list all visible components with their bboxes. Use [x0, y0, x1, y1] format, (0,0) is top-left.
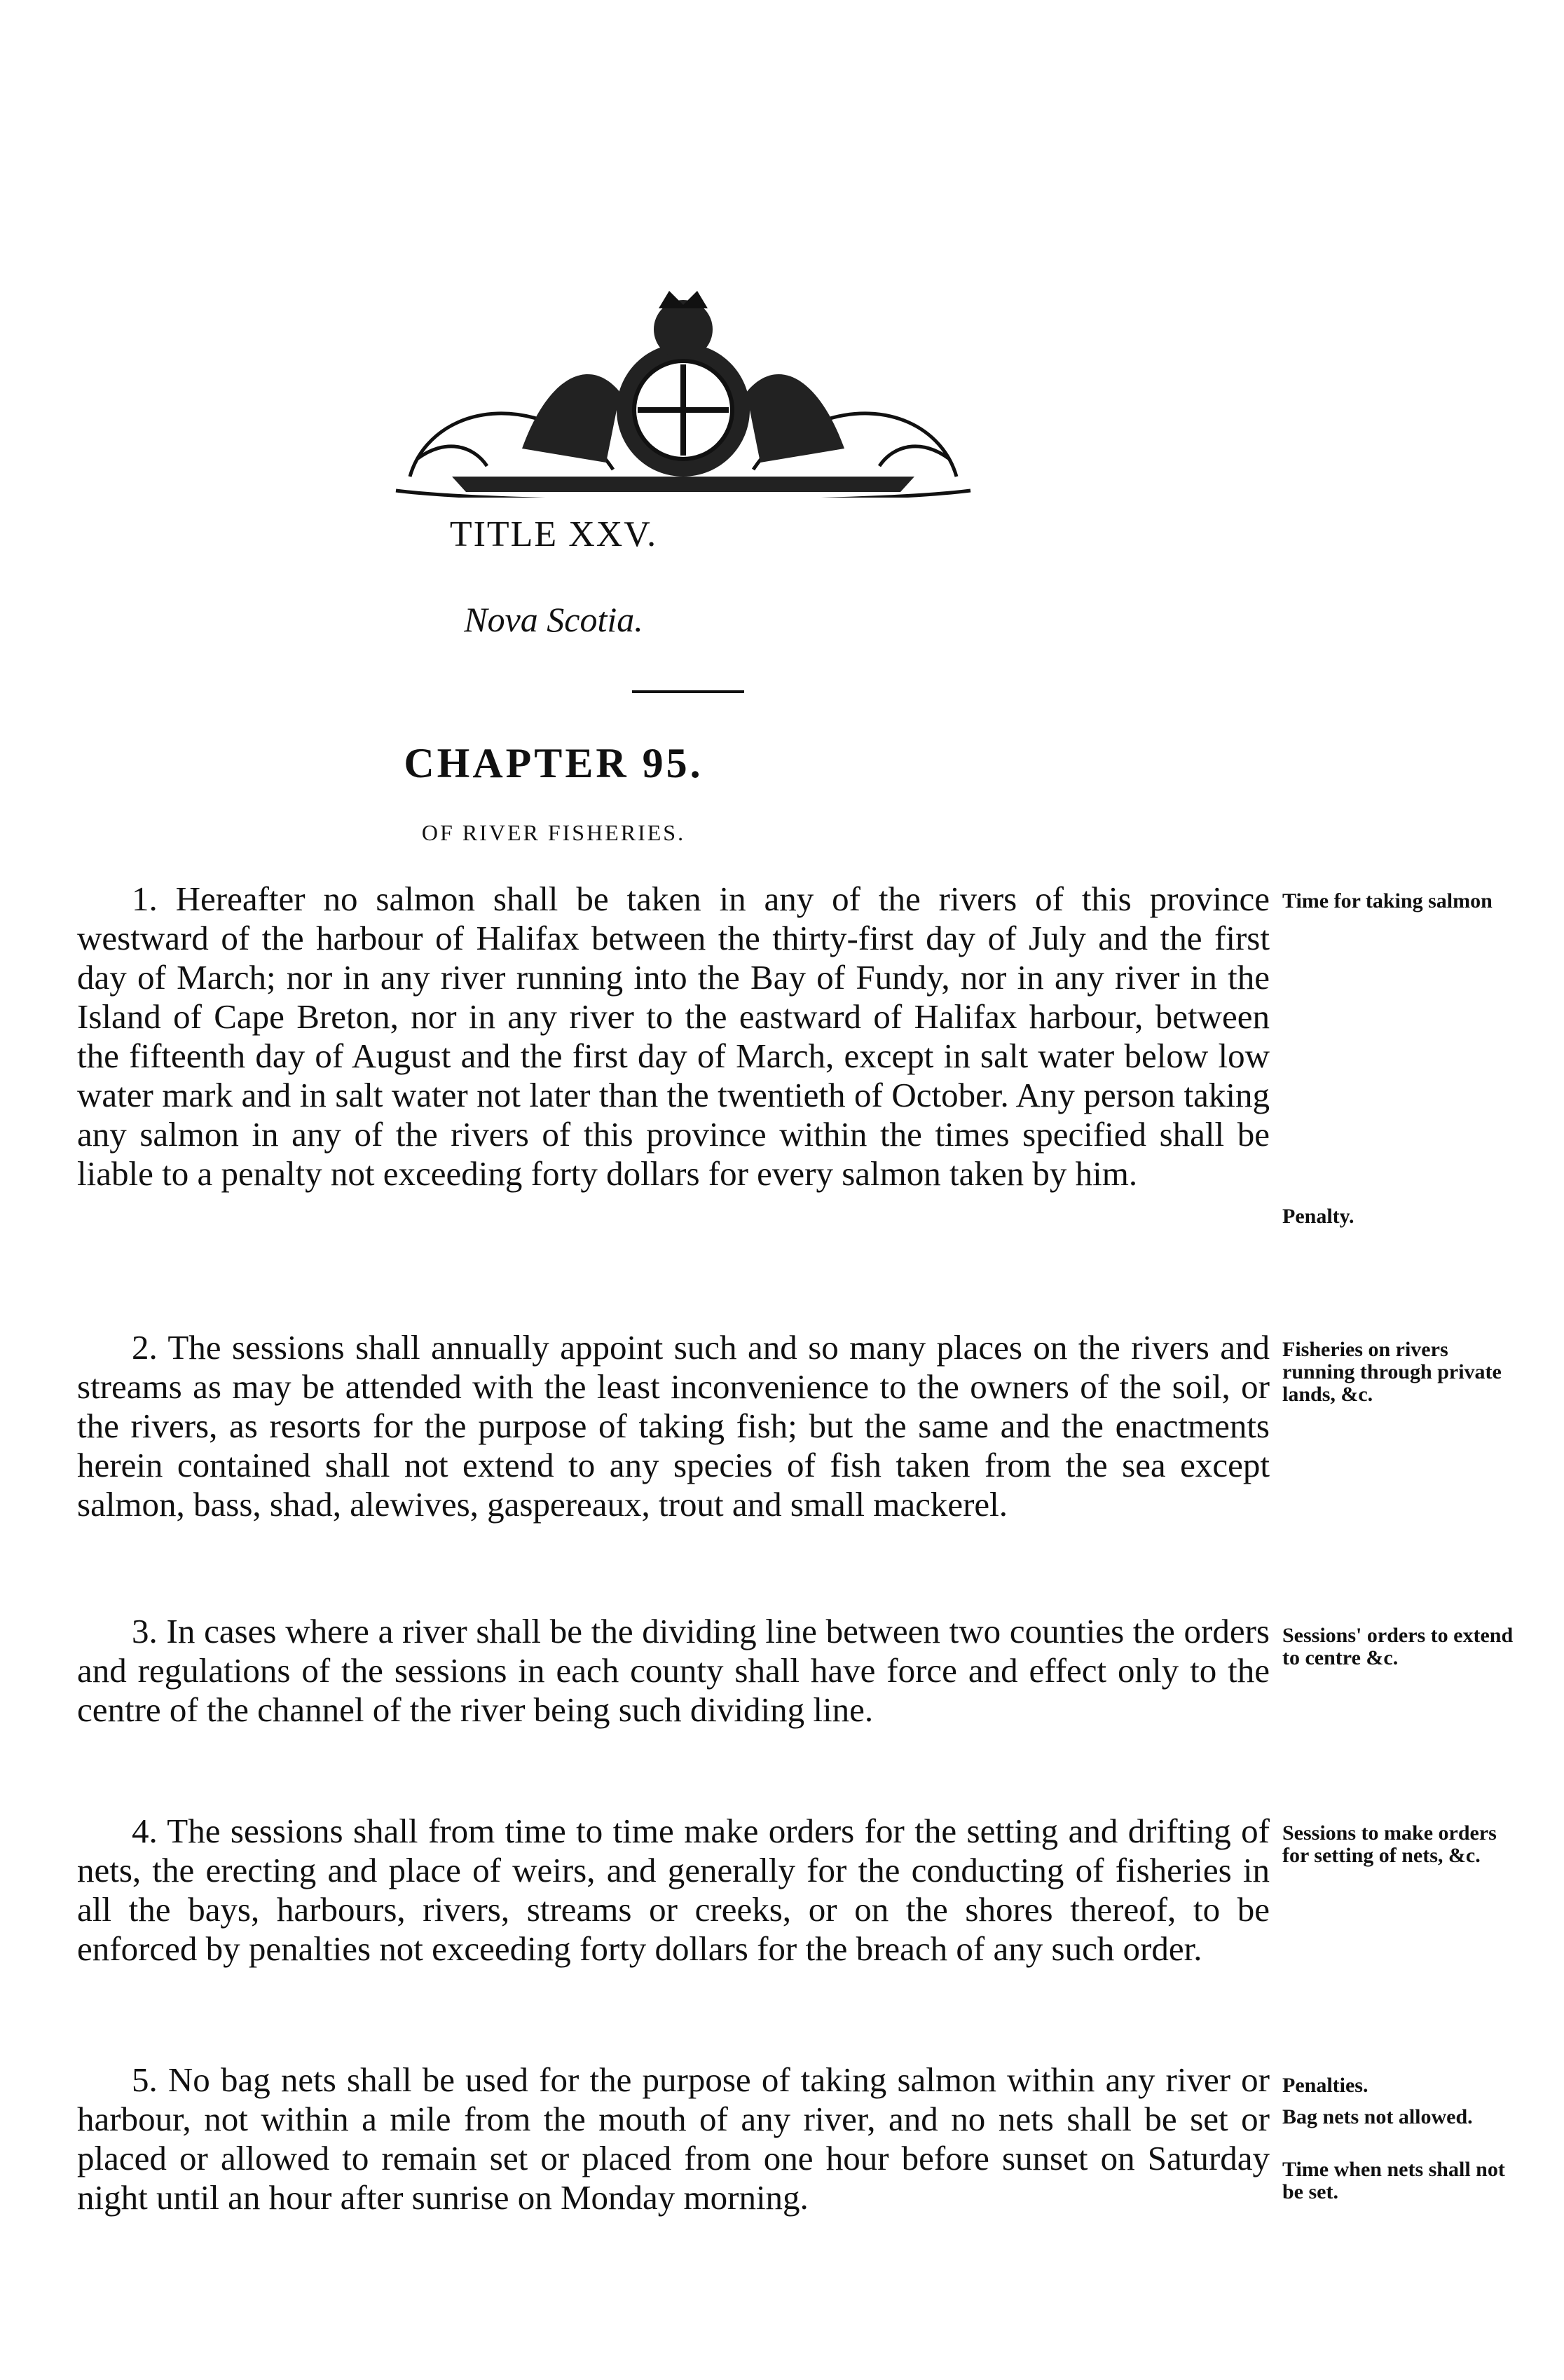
margin-note-sessions-orders: Sessions' orders to extend to centre &c. — [1282, 1624, 1514, 1669]
margin-note-time-for-taking-salmon: Time for taking salmon — [1282, 889, 1493, 912]
section-3 — [77, 1612, 1270, 1730]
chapter-subheading: OF RIVER FISHERIES. — [421, 820, 686, 845]
section-text: 4. The sessions shall from time to time make orders for the setting and drifting of nets, the erecting and place of weirs, and generally for the conducting of fisheries in all the bays, harbours, rivers, streams or creeks, or on the shores thereof, to be enforced by penalties not exceeding forty dollars for the breach of any such order. — [77, 1812, 1270, 1968]
royal-coat-of-arms-icon — [368, 287, 999, 498]
margin-note-fisheries-private-lands: Fisheries on rivers running through private lands, &c. — [1282, 1338, 1502, 1406]
chapter-heading: CHAPTER 95. — [404, 740, 704, 786]
title-number: TITLE XXV. — [449, 514, 658, 554]
section-1 — [77, 880, 1270, 1194]
section-2 — [77, 1328, 1270, 1524]
section-text: 2. The sessions shall annually appoint such and so many places on the rivers and streams as may be attended with the least inconvenience to the owners of the soil, or the rivers, as resorts for the purpose of taking fish; but the same and the enactments herein contained shall not extend to any species of fish taken from the sea except salmon, bass, shad, alewives, gaspereaux, trout and small mackerel. — [77, 1328, 1270, 1524]
divider-rule — [632, 690, 744, 693]
section-text: 5. No bag nets shall be used for the purpose of taking salmon within any river or harbour, not within a mile from the mouth of any river, and no nets shall be set or placed or allowed to remain set or placed from one hour before sunset on Saturday night until an hour after sunrise on Monday morning. — [77, 2060, 1270, 2217]
section-5 — [77, 2060, 1270, 2217]
margin-note-bag-nets: Bag nets not allowed. — [1282, 2105, 1473, 2128]
margin-note-setting-of-nets: Sessions to make orders for setting of nets, &c. — [1282, 1821, 1497, 1867]
title-subtitle: Nova Scotia. — [464, 600, 643, 639]
margin-note-penalties: Penalties. — [1282, 2074, 1368, 2097]
section-text: 3. In cases where a river shall be the dividing line between two counties the orders and regulations of the sessions in each county shall have force and effect only to the centre of the channel of the river being such dividing line. — [77, 1612, 1270, 1729]
section-4 — [77, 1812, 1270, 1969]
margin-note-penalty: Penalty. — [1282, 1205, 1354, 1228]
margin-note-time-when-nets: Time when nets shall not be set. — [1282, 2158, 1505, 2203]
section-text: 1. Hereafter no salmon shall be taken in any of the rivers of this province westward of the harbour of Halifax between the thirty-first day of July and the first day of March; nor in any river running into the Bay of Fundy, nor in any river in the Island of Cape Breton, nor in any river to the eastward of Halifax harbour, between the fifteenth day of August and the first day of March, except in salt water below low water mark and in salt water not later than the twentieth of October. Any person taking any salmon in any of the rivers of this province within the times specified shall be liable to a penalty not exceeding forty dollars for every salmon taken by him. — [77, 880, 1270, 1193]
